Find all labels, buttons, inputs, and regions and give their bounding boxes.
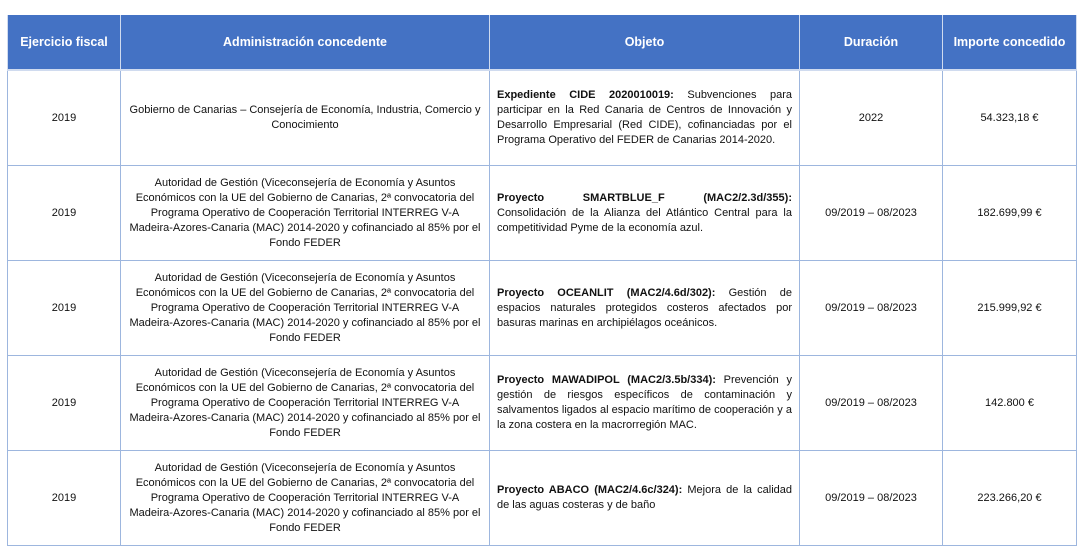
header-importe-concedido: Importe concedido [943, 15, 1077, 70]
cell-ejercicio: 2019 [8, 166, 121, 261]
objeto-description: Consolidación de la Alianza del Atlántico Central para la competitividad Pyme de la economía azul. [497, 206, 792, 234]
cell-objeto [490, 451, 800, 546]
cell-importe: 54.323,18 € [943, 70, 1077, 166]
cell-duracion: 2022 [800, 70, 943, 166]
objeto-description: Mejora de la calidad de las aguas costeras y de baño [497, 484, 792, 511]
cell-administracion: Autoridad de Gestión (Viceconsejería de Economía y Asuntos Económicos con la UE del Gobierno de Canarias, 2ª convocatoria del Programa Operativo de Cooperación Territorial INTERREG V-A Madeira-Azores-Canaria (MAC) 2014-2020 y cofinanciado al 85% por el Fondo FEDER [121, 356, 490, 451]
header-objeto: Objeto [490, 15, 800, 70]
objeto-code: Proyecto SMARTBLUE_F (MAC2/2.3d/355): [497, 191, 792, 204]
header-duracion: Duración [800, 15, 943, 70]
table-body [8, 70, 1077, 546]
objeto-code: Proyecto OCEANLIT (MAC2/4.6d/302): [497, 286, 716, 299]
cell-duracion: 09/2019 – 08/2023 [800, 356, 943, 451]
cell-administracion: Autoridad de Gestión (Viceconsejería de Economía y Asuntos Económicos con la UE del Gobierno de Canarias, 2ª convocatoria del Programa Operativo de Cooperación Territorial INTERREG V-A Madeira-Azores-Canaria (MAC) 2014-2020 y cofinanciado al 85% por el Fondo FEDER [121, 261, 490, 356]
cell-objeto [490, 70, 800, 166]
header-row [8, 15, 1077, 70]
cell-duracion: 09/2019 – 08/2023 [800, 166, 943, 261]
cell-objeto [490, 261, 800, 356]
cell-ejercicio: 2019 [8, 261, 121, 356]
cell-administracion: Gobierno de Canarias – Consejería de Economía, Industria, Comercio y Conocimiento [121, 70, 490, 166]
cell-administracion: Autoridad de Gestión (Viceconsejería de Economía y Asuntos Económicos con la UE del Gobierno de Canarias, 2ª convocatoria del Programa Operativo de Cooperación Territorial INTERREG V-A Madeira-Azores-Canaria (MAC) 2014-2020 y cofinanciado al 85% por el Fondo FEDER [121, 166, 490, 261]
objeto-description: Prevención y gestión de riesgos específicos de contaminación y salvamentos ligados al espacio marítimo de cooperación y a la zona costera en la macrorregión MAC. [497, 374, 792, 431]
cell-importe: 142.800 € [943, 356, 1077, 451]
table-row [8, 261, 1077, 356]
grants-table [7, 15, 1077, 546]
header-ejercicio-fiscal: Ejercicio fiscal [8, 15, 121, 70]
table-row [8, 451, 1077, 546]
cell-ejercicio: 2019 [8, 451, 121, 546]
cell-duracion: 09/2019 – 08/2023 [800, 261, 943, 356]
cell-ejercicio: 2019 [8, 356, 121, 451]
table-row [8, 70, 1077, 166]
objeto-code: Expediente CIDE 2020010019: [497, 89, 674, 101]
cell-objeto [490, 356, 800, 451]
objeto-description: Gestión de espacios naturales protegidos costeros afectados por basuras marinas en archipiélagos oceánicos. [497, 286, 792, 329]
objeto-description: Subvenciones para participar en la Red Canaria de Centros de Innovación y Desarrollo Empresarial (Red CIDE), cofinanciadas por el Programa Operativo del FEDER de Canarias 2014-2020. [497, 89, 792, 146]
objeto-code: Proyecto MAWADIPOL (MAC2/3.5b/334): [497, 374, 716, 386]
table-row [8, 356, 1077, 451]
table-row [8, 166, 1077, 261]
table-header [8, 15, 1077, 70]
cell-duracion: 09/2019 – 08/2023 [800, 451, 943, 546]
objeto-code: Proyecto ABACO (MAC2/4.6c/324): [497, 484, 683, 496]
cell-ejercicio: 2019 [8, 70, 121, 166]
cell-importe: 182.699,99 € [943, 166, 1077, 261]
cell-administracion: Autoridad de Gestión (Viceconsejería de Economía y Asuntos Económicos con la UE del Gobierno de Canarias, 2ª convocatoria del Programa Operativo de Cooperación Territorial INTERREG V-A Madeira-Azores-Canaria (MAC) 2014-2020 y cofinanciado al 85% por el Fondo FEDER [121, 451, 490, 546]
header-administracion-concedente: Administración concedente [121, 15, 490, 70]
cell-objeto [490, 166, 800, 261]
cell-importe: 215.999,92 € [943, 261, 1077, 356]
cell-importe: 223.266,20 € [943, 451, 1077, 546]
